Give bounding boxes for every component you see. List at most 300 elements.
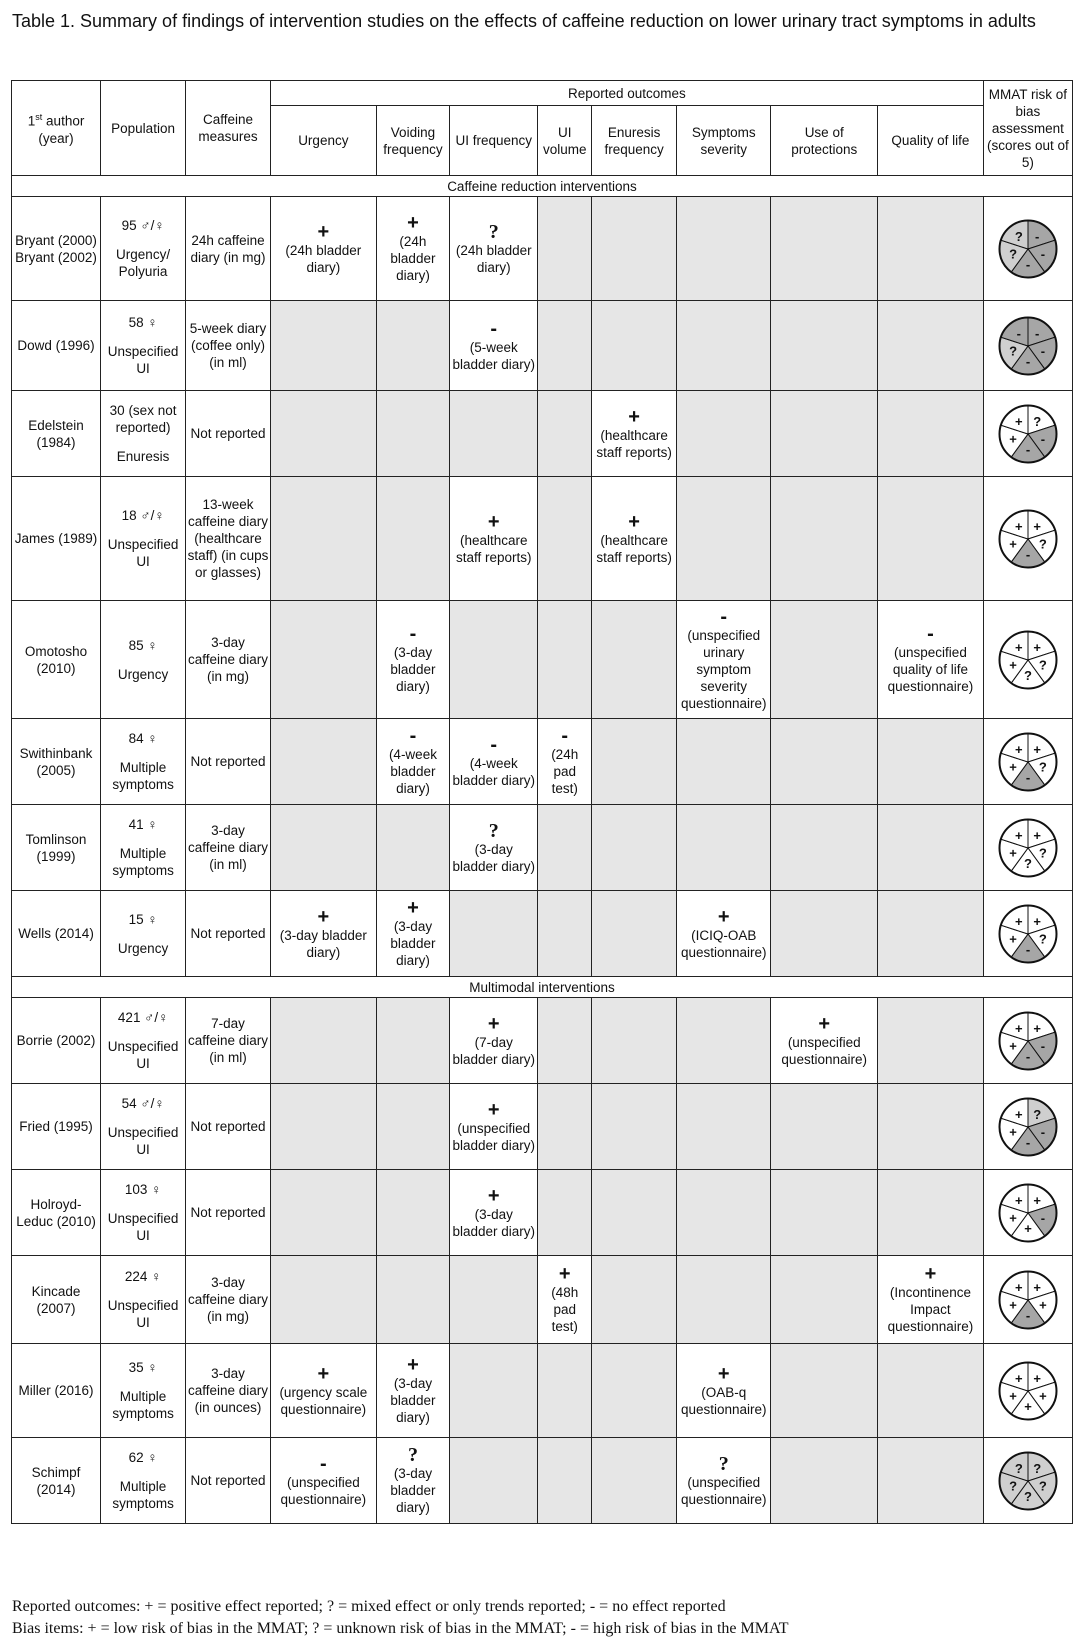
outcome-cell [771, 1344, 878, 1438]
outcome-cell [271, 891, 377, 977]
outcome-source: (healthcare staff reports) [596, 427, 672, 460]
outcome-cell [677, 998, 771, 1084]
outcome-source: (3-day bladder diary) [390, 1466, 436, 1515]
outcome-source: (5-week bladder diary) [452, 339, 536, 372]
outcome-cell [878, 805, 984, 891]
outcome-cell [592, 1344, 677, 1438]
outcome-cell [771, 1170, 878, 1256]
mmat-cell [983, 601, 1072, 719]
outcome-cell [271, 391, 377, 477]
population-size: 41 ♀ [128, 817, 158, 832]
study-author: Dowd (1996) [12, 301, 101, 391]
mmat-label: ? [1023, 667, 1032, 683]
population-size: 35 ♀ [128, 1360, 158, 1375]
mmat-label: + [1014, 413, 1023, 429]
table-row [12, 601, 1073, 719]
mmat-cell [983, 477, 1072, 601]
population-size: 15 ♀ [128, 911, 158, 927]
outcome-symbol: - [409, 623, 417, 645]
outcome-cell [538, 719, 592, 805]
mmat-label: ? [1014, 1460, 1023, 1476]
population-condition: Multiple symptoms [112, 760, 174, 792]
outcome-cell [271, 197, 377, 301]
mmat-label: - [1040, 1037, 1045, 1053]
outcome-cell [538, 1170, 592, 1256]
mmat-label: + [1014, 1020, 1023, 1036]
caffeine-measure: 3-day caffeine diary (in ml) [186, 805, 271, 891]
mmat-pie [997, 508, 1059, 570]
outcome-cell [538, 601, 592, 719]
mmat-pie [997, 1182, 1059, 1244]
outcome-cell [271, 1084, 377, 1170]
outcome-source: (24h bladder diary) [390, 234, 436, 283]
mmat-label: + [1033, 741, 1041, 757]
header-reported-outcomes: Reported outcomes [271, 81, 984, 106]
population-size: 95 ♂/♀ [121, 218, 165, 233]
outcome-source: (7-day bladder diary) [452, 1034, 536, 1067]
outcome-cell [677, 1438, 771, 1524]
mmat-label: + [1033, 827, 1041, 843]
outcome-symbol: - [490, 733, 498, 756]
study-population [101, 1084, 186, 1170]
population-size: 18 ♂/♀ [121, 508, 165, 523]
study-population [101, 391, 186, 477]
population-condition: Unspecified UI [107, 537, 179, 569]
mmat-label: + [1014, 1279, 1023, 1295]
outcome-cell [771, 1084, 878, 1170]
study-author: Edelstein (1984) [12, 391, 101, 477]
population-size: 224 ♀ [124, 1269, 162, 1284]
study-author: Fried (1995) [12, 1084, 101, 1170]
study-author: Borrie (2002) [12, 998, 101, 1084]
mmat-cell [983, 719, 1072, 805]
table-row [12, 1084, 1073, 1170]
outcome-cell [771, 805, 878, 891]
outcome-cell [538, 998, 592, 1084]
outcome-source: (unspecified bladder diary) [452, 1120, 536, 1153]
outcome-cell [878, 891, 984, 977]
outcome-cell [376, 1084, 450, 1170]
outcome-symbol: ? [488, 220, 499, 243]
population-size: 103 ♀ [124, 1182, 162, 1197]
population-condition: Urgency [117, 940, 169, 956]
outcome-cell [450, 998, 538, 1084]
mmat-pie [997, 315, 1059, 377]
outcome-cell [878, 1084, 984, 1170]
mmat-label: + [1024, 1220, 1032, 1236]
outcome-cell [878, 391, 984, 477]
population-condition: Unspecified UI [107, 344, 179, 376]
study-population [101, 1438, 186, 1524]
outcome-cell [878, 301, 984, 391]
header-population: Population [101, 81, 186, 176]
outcome-symbol: + [407, 1354, 419, 1376]
outcome-cell [376, 805, 450, 891]
outcome-source: (healthcare staff reports) [455, 532, 532, 565]
mmat-label: + [1009, 535, 1017, 551]
outcome-source: (4-week bladder diary) [388, 747, 437, 796]
mmat-label: ? [1033, 1460, 1042, 1476]
outcome-cell [450, 477, 538, 601]
outcome-cell [376, 1170, 450, 1256]
outcome-cell [376, 891, 450, 977]
outcome-cell [376, 391, 450, 477]
study-author: Tomlinson (1999) [12, 805, 101, 891]
population-size: 58 ♀ [128, 315, 158, 330]
mmat-label: - [1025, 769, 1031, 785]
outcome-source: (3-day bladder diary) [390, 1376, 436, 1425]
mmat-label: + [1039, 1387, 1047, 1403]
mmat-label: ? [1023, 1488, 1032, 1504]
outcome-cell [592, 1256, 677, 1344]
population-condition: Multiple symptoms [112, 1389, 174, 1421]
outcome-symbol: - [561, 725, 569, 747]
outcome-cell [677, 301, 771, 391]
mmat-label: + [1033, 913, 1041, 929]
study-population [101, 1344, 186, 1438]
outcome-cell [538, 1344, 592, 1438]
outcome-source: (unspecified questionnaire) [680, 1474, 767, 1507]
mmat-label: - [1025, 441, 1031, 457]
outcome-cell [450, 601, 538, 719]
header-author: 1st author (year) [12, 81, 101, 176]
header-outcome: UI frequency [450, 106, 538, 176]
outcome-symbol: + [487, 1012, 500, 1035]
mmat-label: ? [1038, 1477, 1047, 1493]
outcome-cell [878, 197, 984, 301]
header-outcome: Quality of life [878, 106, 984, 176]
caffeine-measure: Not reported [186, 891, 271, 977]
population-condition: Unspecified UI [107, 1211, 179, 1243]
mmat-label: ? [1033, 413, 1042, 429]
caffeine-measure: 3-day caffeine diary (in mg) [186, 601, 271, 719]
mmat-label: - [1025, 1048, 1031, 1064]
outcome-cell [376, 1256, 450, 1344]
mmat-pie [997, 1360, 1059, 1422]
caffeine-measure: Not reported [186, 1438, 271, 1524]
mmat-label: ? [1009, 342, 1017, 358]
caffeine-measure: Not reported [186, 1170, 271, 1256]
caffeine-measure: 3-day caffeine diary (in ounces) [186, 1344, 271, 1438]
mmat-label: + [1014, 1106, 1023, 1122]
mmat-label: + [1009, 758, 1017, 774]
mmat-cell [983, 197, 1072, 301]
mmat-label: - [1016, 325, 1021, 341]
table-row [12, 477, 1073, 601]
mmat-cell [983, 301, 1072, 391]
outcome-cell [771, 1438, 878, 1524]
outcome-cell [450, 1084, 538, 1170]
mmat-label: + [1009, 1123, 1017, 1139]
study-author: Omotosho (2010) [12, 601, 101, 719]
outcome-cell [878, 1256, 984, 1344]
outcome-cell [878, 477, 984, 601]
mmat-pie [997, 817, 1059, 879]
outcome-cell [878, 1170, 984, 1256]
mmat-label: - [1025, 256, 1031, 272]
mmat-label: + [1033, 1020, 1041, 1036]
outcome-symbol: + [818, 1012, 831, 1035]
mmat-label: ? [1009, 245, 1017, 261]
outcome-source: (24h pad test) [551, 747, 579, 796]
mmat-label: - [1025, 1307, 1031, 1323]
mmat-pie [997, 629, 1059, 691]
outcome-cell [592, 719, 677, 805]
outcome-cell [771, 601, 878, 719]
outcome-cell [376, 1344, 450, 1438]
caffeine-measure: 3-day caffeine diary (in mg) [186, 1256, 271, 1344]
study-author: Holroyd-Leduc (2010) [12, 1170, 101, 1256]
population-size: 62 ♀ [128, 1450, 158, 1465]
population-size: 85 ♀ [128, 637, 158, 653]
table-caption: Table 1. Summary of findings of intervention studies on the effects of caffeine reduction on lower urinary tract symptoms in adults [12, 11, 1036, 31]
outcome-cell [677, 1084, 771, 1170]
population-size: 84 ♀ [128, 731, 158, 746]
outcome-cell [376, 301, 450, 391]
mmat-label: + [1014, 639, 1023, 655]
outcome-cell [771, 891, 878, 977]
outcome-symbol: + [628, 405, 640, 428]
header-outcome: Urgency [271, 106, 377, 176]
outcome-source: (3-day bladder diary) [390, 919, 436, 968]
mmat-label: + [1014, 518, 1023, 534]
outcome-symbol: - [720, 606, 728, 628]
outcome-cell [592, 601, 677, 719]
outcome-cell [771, 197, 878, 301]
mmat-label: ? [1038, 656, 1047, 672]
caffeine-measure: Not reported [186, 719, 271, 805]
outcome-cell [677, 1344, 771, 1438]
outcome-symbol: + [317, 905, 330, 928]
mmat-cell [983, 805, 1072, 891]
outcome-source: (unspecified quality of life questionnaire) [887, 645, 974, 694]
table-row [12, 1438, 1073, 1524]
mmat-label: + [1009, 1037, 1017, 1053]
outcome-cell [538, 891, 592, 977]
mmat-label: + [1009, 1296, 1017, 1312]
outcome-cell [271, 998, 377, 1084]
outcome-symbol: + [317, 220, 330, 243]
outcome-cell [677, 391, 771, 477]
outcome-source: (unspecified questionnaire) [280, 1474, 367, 1507]
population-condition: Multiple symptoms [112, 846, 174, 878]
outcome-cell [376, 1438, 450, 1524]
mmat-pie [997, 1010, 1059, 1072]
mmat-label: - [1040, 342, 1045, 358]
outcome-cell [538, 1256, 592, 1344]
outcome-cell [771, 301, 878, 391]
mmat-cell [983, 891, 1072, 977]
study-population [101, 1170, 186, 1256]
mmat-cell [983, 998, 1072, 1084]
outcome-symbol: + [317, 1362, 330, 1385]
outcome-symbol: + [717, 1362, 730, 1385]
population-condition: Unspecified UI [107, 1039, 179, 1071]
mmat-label: ? [1014, 228, 1023, 244]
footnotes [12, 1596, 789, 1640]
outcome-source: (OAB-q questionnaire) [680, 1384, 767, 1417]
study-population [101, 477, 186, 601]
mmat-cell [983, 1256, 1072, 1344]
mmat-pie [997, 1450, 1059, 1512]
mmat-label: ? [1038, 758, 1047, 774]
outcome-cell [271, 1170, 377, 1256]
study-author: James (1989) [12, 477, 101, 601]
outcome-symbol: - [320, 1452, 327, 1475]
caffeine-measure: 24h caffeine diary (in mg) [186, 197, 271, 301]
outcome-cell [878, 719, 984, 805]
outcome-cell [376, 998, 450, 1084]
population-condition: Enuresis [116, 449, 170, 464]
mmat-label: - [1034, 325, 1040, 341]
header-outcome: UI volume [538, 106, 592, 176]
outcome-cell [450, 391, 538, 477]
outcome-cell [771, 719, 878, 805]
outcome-cell [271, 805, 377, 891]
outcome-source: (ICIQ-OAB questionnaire) [680, 927, 767, 960]
outcome-source: (4-week bladder diary) [452, 755, 536, 788]
caffeine-measure: 5-week diary (coffee only) (in ml) [186, 301, 271, 391]
caffeine-measure: Not reported [186, 391, 271, 477]
population-size: 421 ♂/♀ [117, 1010, 169, 1025]
study-population [101, 601, 186, 719]
outcome-cell [592, 1170, 677, 1256]
mmat-cell [983, 1344, 1072, 1438]
outcome-source: (3-day bladder diary) [452, 1206, 536, 1239]
outcome-source: (3-day bladder diary) [390, 645, 436, 694]
mmat-label: + [1014, 913, 1023, 929]
mmat-label: ? [1009, 1477, 1017, 1493]
mmat-cell [983, 1084, 1072, 1170]
outcome-cell [771, 391, 878, 477]
outcome-cell [376, 197, 450, 301]
mmat-label: - [1025, 941, 1031, 957]
outcome-source: (Incontinence Impact questionnaire) [887, 1285, 974, 1334]
outcome-cell [271, 1438, 377, 1524]
outcome-cell [450, 805, 538, 891]
outcome-symbol: - [927, 623, 934, 645]
outcome-cell [592, 1438, 677, 1524]
caffeine-measure: 7-day caffeine diary (in ml) [186, 998, 271, 1084]
outcome-source: (24h bladder diary) [285, 242, 362, 275]
outcome-cell [677, 197, 771, 301]
outcome-cell [592, 197, 677, 301]
outcome-cell [538, 301, 592, 391]
study-population [101, 805, 186, 891]
table-row [12, 1344, 1073, 1438]
outcome-source: (48h pad test) [551, 1285, 579, 1334]
mmat-label: + [1009, 656, 1017, 672]
outcome-cell [878, 1438, 984, 1524]
mmat-label: - [1025, 353, 1031, 369]
outcome-cell [450, 1438, 538, 1524]
outcome-cell [271, 1344, 377, 1438]
mmat-label: + [1033, 639, 1041, 655]
outcome-source: (unspecified questionnaire) [781, 1034, 867, 1067]
outcome-symbol: ? [407, 1444, 418, 1466]
outcome-symbol: + [487, 510, 500, 533]
outcome-cell [271, 601, 377, 719]
outcome-source: (24h bladder diary) [455, 242, 532, 275]
mmat-label: + [1014, 1370, 1023, 1386]
mmat-pie [997, 903, 1059, 965]
mmat-label: ? [1038, 844, 1047, 860]
mmat-label: + [1009, 844, 1017, 860]
population-size: 30 (sex not reported) [109, 403, 177, 435]
mmat-label: - [1025, 546, 1031, 562]
outcome-symbol: + [924, 1263, 937, 1285]
study-population [101, 1256, 186, 1344]
outcome-cell [771, 998, 878, 1084]
mmat-pie [997, 403, 1059, 465]
outcome-source: (3-day bladder diary) [452, 841, 536, 874]
outcome-cell [677, 805, 771, 891]
mmat-label: - [1040, 430, 1045, 446]
section-heading: Multimodal interventions [12, 977, 1073, 998]
table-row [12, 391, 1073, 477]
study-population [101, 891, 186, 977]
mmat-label: + [1014, 741, 1023, 757]
mmat-pie [997, 218, 1059, 280]
mmat-label: + [1009, 430, 1017, 446]
study-author: Kincade (2007) [12, 1256, 101, 1344]
mmat-pie [997, 1269, 1059, 1331]
footnote-bias: Bias items: + = low risk of bias in the MMAT; ? = unknown risk of bias in the MMAT; - = high risk of bias in the MMAT [12, 1620, 789, 1637]
outcome-cell [592, 805, 677, 891]
mmat-cell [983, 391, 1072, 477]
outcome-symbol: + [407, 212, 419, 234]
mmat-label: + [1014, 1192, 1023, 1208]
mmat-label: + [1009, 930, 1017, 946]
outcome-cell [271, 1256, 377, 1344]
mmat-label: - [1025, 1134, 1031, 1150]
outcome-cell [450, 301, 538, 391]
outcome-source: (unspecified urinary symptom severity questionnaire) [680, 628, 767, 711]
outcome-cell [677, 1256, 771, 1344]
outcome-cell [376, 477, 450, 601]
outcome-symbol: + [628, 510, 640, 533]
study-author: Swithinbank (2005) [12, 719, 101, 805]
outcome-symbol: + [717, 905, 730, 928]
table-row [12, 891, 1073, 977]
outcome-cell [450, 1256, 538, 1344]
study-population [101, 998, 186, 1084]
mmat-label: - [1034, 228, 1040, 244]
population-condition: Unspecified UI [107, 1298, 179, 1330]
section-heading: Caffeine reduction interventions [12, 176, 1073, 197]
outcome-cell [450, 1344, 538, 1438]
study-author: Bryant (2000) Bryant (2002) [12, 197, 101, 301]
outcome-cell [450, 197, 538, 301]
population-condition: Urgency [117, 666, 169, 682]
outcome-cell [677, 719, 771, 805]
table-row [12, 301, 1073, 391]
outcome-cell [677, 601, 771, 719]
mmat-label: ? [1038, 535, 1047, 551]
outcome-cell [538, 477, 592, 601]
mmat-label: ? [1033, 1106, 1042, 1122]
outcome-cell [538, 391, 592, 477]
population-condition: Urgency/ Polyuria [116, 247, 171, 279]
outcome-symbol: + [487, 1098, 500, 1121]
caffeine-measure: 13-week caffeine diary (healthcare staff) (in cups or glasses) [186, 477, 271, 601]
outcome-cell [677, 891, 771, 977]
header-outcome: Voiding frequency [376, 106, 450, 176]
mmat-label: + [1033, 518, 1041, 534]
outcome-cell [538, 1438, 592, 1524]
mmat-label: - [1040, 1123, 1045, 1139]
outcome-cell [592, 391, 677, 477]
